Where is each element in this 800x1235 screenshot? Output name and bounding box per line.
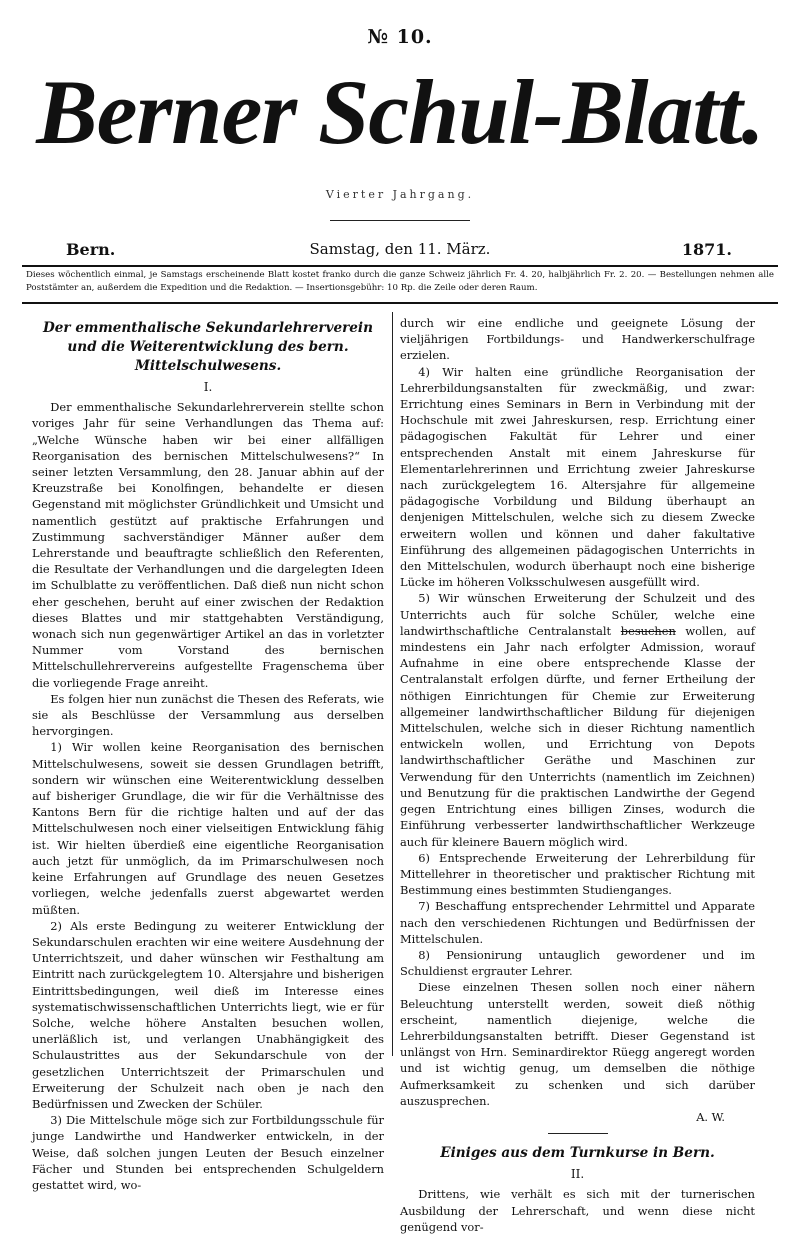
article-separator [548, 1133, 608, 1134]
thesis-5-text-a: 5) Wir wünschen Erweiterung der Schulzeit und des Unterrichts auch für solche Schüler, welche eine landwirthschaftliche Centralanstalt [400, 591, 755, 638]
thesis-7: 7) Beschaffung entsprechender Lehrmittel und Apparate nach den verschiedenen Richtungen und Bedürfnissen der Mittelschulen. [400, 899, 755, 946]
notice-top-rule [22, 265, 778, 267]
notice-bottom-rule [22, 302, 778, 304]
thesis-8: 8) Pensionirung untauglich gewordener und im Schuldienst ergrauter Lehrer. [400, 947, 755, 979]
closing-paragraph: Diese einzelnen Thesen sollen noch einer nähern Beleuchtung unterstellt werden, soweit dieß nöthig erscheint, namentlich diejenige, welche die Lehrerbildungsanstalten betrifft. Dieser Gegenstand ist unlängst von Hrn. Seminardirektor Rüegg angeregt worden und ist wichtig genug, um demselben die nöthige Aufmerksamkeit zu schenken und sich darüber auszusprechen. [400, 980, 755, 1108]
article-title: Der emmenthalische Sekundarlehrerverein und die Weiterentwicklung des bern. Mittelschulwesens. [43, 320, 373, 374]
thesis-4: 4) Wir halten eine gründliche Reorganisation der Lehrerbildungsanstalten für zweckmäßig, und zwar: Errichtung eines Seminars in Bern in Verbindung mit der Hochschule mit zwei Jahreskursen, resp. Errichtung einer pädagogischen Fakultät für Lehrer und einer entsprechenden Anstalt mit einem Jahreskurse für Elementarlehrerinnen und Errichtung zweier Jahreskurse nach zurückgelegtem 16. Altersjahre für allgemeine pädagogische Vorbildung und Bildung überhaupt an denjenigen Mittelschulen, welche sich zu diesem Zwecke erweitern wollen und können und daher fakultative Einführung des allgemeinen pädagogischen Unterrichts in den Mittelschulen, wodurch überhaupt noch eine bisherige Lücke im höheren Volksschulwesen ausgefüllt wird. [400, 364, 755, 590]
paragraph: Es folgen hier nun zunächst die Thesen des Referats, wie sie als Beschlüsse der Versammlung aus derselben hervorgingen. [32, 691, 384, 739]
struck-word: besuchen [620, 623, 676, 638]
thesis-3-continued: durch wir eine endliche und geeignete Lösung der vieljährigen Fortbildungs- und Handwerkerschulfrage erzielen. [400, 316, 755, 363]
left-column [32, 315, 384, 1193]
dateline-place: Bern. [66, 240, 116, 259]
thesis-5 [400, 590, 755, 849]
dateline-date: Samstag, den 11. März. [309, 240, 491, 258]
thesis-1: 1) Wir wollen keine Reorganisation des bernischen Mittelschulwesens, soweit sie dessen Grundlagen betrifft, sondern wir wünschen eine Weiterentwicklung desselben auf bisheriger Grundlage, die wir für die Verhältnisse des Kantons Bern für die richtige halten und auf der das Mittelschulwesen noch einer vielseitigen Entwicklung fähig ist. Wir hielten überdieß eine eigentliche Reorganisation auch jetzt für unmöglich, da im Primarschulwesen noch keine Erfahrungen auf Grundlage des neuen Gesetzes vorliegen, welche jedenfalls zuerst abgewartet werden müßten. [32, 740, 384, 917]
thesis-6: 6) Entsprechende Erweiterung der Lehrerbildung für Mittellehrer in theoretischer und praktischer Richtung mit Bestimmung eines bestimmten Studienganges. [400, 850, 755, 898]
paragraph: Der emmenthalische Sekundarlehrerverein stellte schon voriges Jahr für seine Verhandlungen das Thema auf: „Welche Wünsche haben wir bei einer allfälligen Reorganisation des bernischen Mittelschulwesens?“ In seiner letzten Versammlung, den 28. Januar abhin auf der Kreuzstraße bei Konolfingen, behandelte er diesen Gegenstand mit möglichster Gründlichkeit und Umsicht und namentlich gestützt auf praktische Erfahrungen und Zustimmung sachverständiger Männer außer dem Lehrerstande und beauftragte schließlich den Referenten, die Resultate der Verhandlungen und die dargelegten Ideen im Schulblatte zu veröffentlichen. Daß dieß nun nicht schon eher geschehen, beruht auf einer zwischen der Redaktion dieses Blattes und mir stattgehabten Verständigung, wonach sich nun gegenwärtiger Artikel an das in vorletzter Nummer vom Vorstand des bernischen Mittelschullehrervereins aufgestellte Fragenschema über die vorliegende Frage anreiht. [32, 400, 384, 690]
right-column [400, 315, 755, 1235]
subscription-notice: Dieses wöchentlich einmal, je Samstags erscheinende Blatt kostet franko durch die ganze Schweiz jährlich Fr. 4. 20, halbjährlich Fr. 2. 20. — Bestellungen nehmen alle Poststämter an, außerdem die Expedition und die Redaktion. — Insertionsgebühr: 10 Rp. die Zeile oder deren Raum. [26, 270, 774, 293]
masthead-title: Berner Schul-Blatt. [36, 61, 764, 163]
thesis-5-text-b: wollen, auf mindestens ein Jahr nach erfolgter Admission, worauf Aufnahme in eine obere entsprechende Klasse der Centralanstalt erfolgen dürfte, und ferner Ertheilung der nöthigen Einrichtungen für Chemie zur Erweiterung allgemeiner landwirthschaftlicher Bildung für diejenigen Mittelschulen, welche sich in dieser Richtung namentlich entwickeln wollen, und Errichtung von Depots landwirthschaftlicher Geräthe und Maschinen zur Verwendung für den Unterrichts (namentlich im Zeichnen) und Benutzung für die praktischen Landwirthe der Gegend gegen Entrichtung eines billigen Zinses, wodurch die Einführung verbesserter landwirthschaftlicher Werkzeuge auch für kleinere Bauern möglich wird. [400, 623, 755, 849]
section-number: I. [203, 380, 213, 394]
issue-number: № 10. [367, 26, 433, 48]
dateline-year: 1871. [681, 240, 732, 259]
thesis-3: 3) Die Mittelschule möge sich zur Fortbildungsschule für junge Landwirthe und Handwerker entwickeln, in der Weise, daß solchen jungen Leuten der Besuch einzelner Fächer und Stunden bei entsprechenden Schulgeldern gestattet wird, wo- [32, 1113, 384, 1192]
paragraph: Drittens, wie verhält es sich mit der turnerischen Ausbildung der Lehrerschaft, und wenn diese nicht genügend vor- [400, 1187, 755, 1234]
volume-line: Vierter Jahrgang. [325, 188, 475, 201]
thesis-2: 2) Als erste Bedingung zu weiterer Entwicklung der Sekundarschulen erachten wir eine weitere Ausdehnung der Unterrichtszeit, und daher wünschen wir Festhaltung am Eintritt nach zurückgelegtem 10. Altersjahre und bisherigen Eintrittsbedingungen, weil dieß im Interesse eines systematischwissenschaftlichen Unterrichts liegt, wie er für Solche, welche höhere Anstalten besuchen wollen, unerläßlich ist, und verlangen Unabhängigkeit des Schulaustrittes aus der Sekundarschule von der gesetzlichen Unterrichtszeit der Primarschulen und Erweiterung der Schulzeit nach oben je nach den Bedürfnissen und Zwecken der Schüler. [32, 918, 384, 1111]
article-title-2: Einiges aus dem Turnkurse in Bern. [440, 1145, 715, 1162]
masthead-divider [330, 220, 470, 221]
section-number-2: II. [570, 1167, 585, 1182]
column-divider [392, 312, 393, 1056]
author-signature: A. W. [696, 1109, 725, 1124]
dateline [60, 240, 740, 262]
